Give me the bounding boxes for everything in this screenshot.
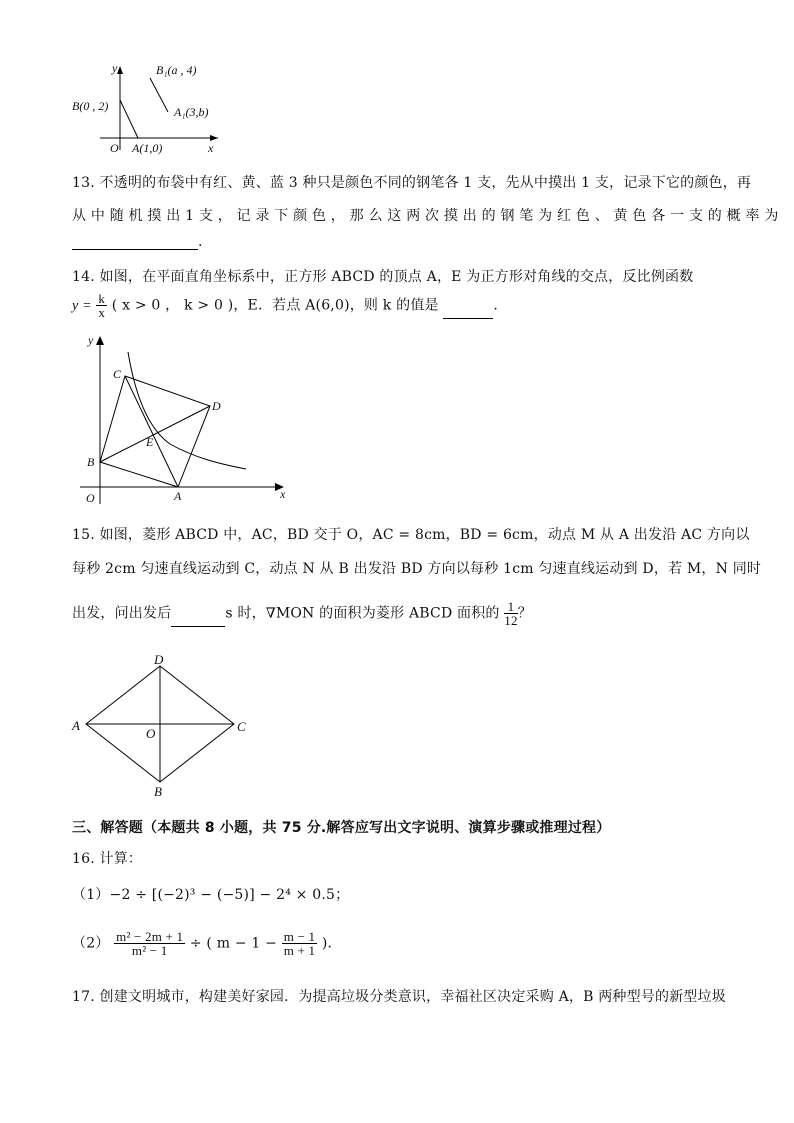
fig2-point-e: E	[146, 435, 154, 449]
q14-condition: ( x > 0 ， k > 0 )，E．若点 A(6,0)，则 k 的值是	[111, 297, 439, 314]
fig3-point-b: B	[154, 784, 162, 799]
fig3-point-a: A	[72, 718, 80, 733]
q16-part2-fraction: $\frac{\text{m² − 2m + 1}}{\text{m² − 1}}$	[116, 929, 184, 958]
section-3-heading: 三、解答题（本题共 8 小题，共 75 分.解答应写出文字说明、演算步骤或推理过程）	[72, 820, 611, 836]
q13-end: .	[198, 234, 203, 250]
q15-fraction: $\frac{1}{12}$	[504, 599, 518, 628]
q16-part2	[72, 930, 342, 957]
q16-part2-end: )．	[321, 935, 342, 952]
fig1-point-b: B(0 , 2)	[72, 99, 109, 113]
q14-func-fraction: $\frac{k}{x}$	[98, 291, 106, 320]
fig2-y-label: y	[88, 333, 94, 347]
q14-line1: 14. 如图，在平面直角坐标系中，正方形 ABCD 的顶点 A，E 为正方形对角线的交点，反比例函数	[72, 269, 694, 285]
fig1-x-label: x	[208, 141, 214, 155]
fig2-origin-label: O	[86, 491, 95, 505]
q15-line3-b: s 时，∇MON 的面积为菱形 ABCD 面积的	[225, 605, 500, 622]
fig1-y-label: y	[112, 61, 118, 75]
q14-func-y: y =	[72, 298, 92, 314]
q14-end: .	[493, 297, 499, 314]
q14-line2	[72, 292, 498, 319]
q13-line3	[72, 234, 203, 250]
coordinate-figure-q12	[70, 58, 230, 158]
fig2-point-b: B	[87, 455, 95, 469]
q15-line3	[72, 600, 532, 627]
q13-answer-blank[interactable]	[72, 235, 198, 250]
q17-line1: 17. 创建文明城市，构建美好家园．为提高垃圾分类意识，幸福社区决定采购 A，B 两种型号的新型垃圾	[72, 989, 727, 1005]
fig3-point-o: O	[146, 726, 156, 741]
q16-part2-inner-fraction: $\frac{m - 1}{m + 1}$	[283, 929, 316, 958]
fig1-point-b1: B₁(a , 4)	[156, 63, 197, 77]
fig2-point-a: A	[174, 489, 182, 503]
fig1-origin-label: O	[110, 141, 119, 155]
fig1-point-a: A(1,0)	[132, 141, 163, 155]
q13-line2: 从 中 随 机 摸 出 1 支 ， 记 录 下 颜 色 ， 那 么 这 两 次 摸 出 的 钢 笔 为 红 色 、 黄 色 各 一 支 的 概 率 为	[72, 208, 779, 224]
q15-line2: 每秒 2cm 匀速直线运动到 C，动点 N 从 B 出发沿 BD 方向以每秒 1cm 匀速直线运动到 D，若 M，N 同时	[72, 561, 762, 577]
q14-answer-blank[interactable]	[443, 304, 493, 319]
fig3-point-c: C	[237, 719, 246, 734]
fig2-point-d: D	[212, 399, 221, 413]
fig2-point-c: C	[113, 367, 122, 381]
rhombus-figure	[66, 650, 266, 810]
q16-part2-mid: ÷ ( m − 1 −	[189, 935, 278, 952]
q13-line1: 13. 不透明的布袋中有红、黄、蓝 3 种只是颜色不同的钢笔各 1 支，先从中摸出 1 支，记录下它的颜色，再	[72, 175, 752, 191]
q15-line3-c: ？	[517, 605, 532, 622]
q15-answer-blank[interactable]	[171, 612, 225, 627]
q15-line1: 15. 如图，菱形 ABCD 中，AC，BD 交于 O，AC = 8cm，BD = 6cm，动点 M 从 A 出发沿 AC 方向以	[72, 527, 750, 543]
q15-line3-a: 出发，问出发后	[72, 605, 172, 622]
fig3-point-d: D	[154, 652, 164, 667]
q16-part2-label: （2）	[72, 935, 110, 952]
square-hyperbola-figure	[70, 330, 300, 510]
fig1-point-a1: A₁(3,b)	[174, 105, 209, 119]
q16-part1: （1）−2 ÷ [(−2)³ − (−5)] − 2⁴ × 0.5；	[72, 887, 350, 903]
q16-title: 16. 计算：	[72, 851, 143, 867]
fig2-x-label: x	[280, 487, 286, 501]
